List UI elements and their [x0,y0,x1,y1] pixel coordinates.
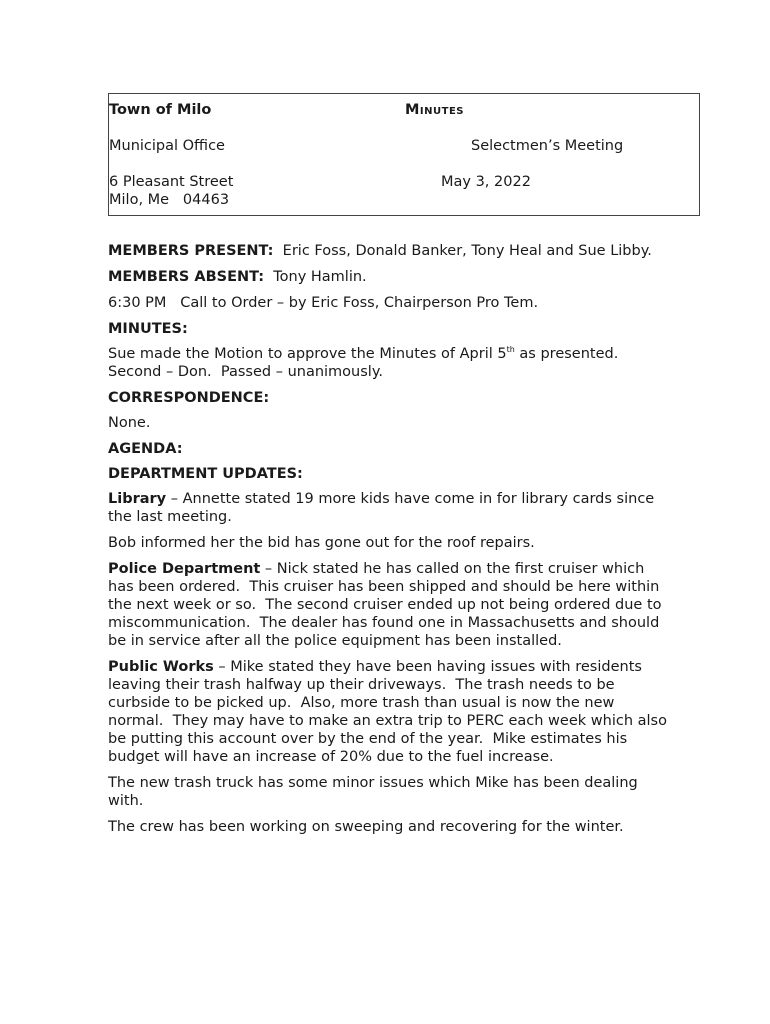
meeting-date: May 3, 2022 [441,174,531,190]
public-works-note-1: The new trash truck has some minor issues which Mike has been dealing with. [108,775,638,809]
public-works-text: – Mike stated they have been having issues with residents leaving their trash halfway up their driveways. The trash needs to be curbside to be picked up. Also, more trash than usual is now the new normal. They may have to make an extra trip to PERC each week which also be putting this account over by the end of the year. Mike estimates his budget will have an increase of 20% due to the fuel increase. [108,659,672,765]
street-address: 6 Pleasant Street [109,174,234,190]
members-present-label: MEMBERS PRESENT: [108,243,274,259]
minutes-text-before: Sue made the Motion to approve the Minutes of April 5 [108,346,507,362]
members-absent [108,268,668,286]
public-works-label: Public Works [108,659,214,675]
members-present-text: Eric Foss, Donald Banker, Tony Heal and Sue Libby. [273,243,652,259]
department-updates-heading: DEPARTMENT UPDATES: [108,466,303,482]
library-note: Bob informed her the bid has gone out for the roof repairs. [108,535,535,551]
library-label: Library [108,491,167,507]
minutes-body [108,242,672,844]
correspondence-text: None. [108,415,151,431]
public-works-update [108,658,672,766]
members-absent-label: MEMBERS ABSENT: [108,269,265,285]
meeting-name: Selectmen’s Meeting [471,138,624,154]
agenda-heading: AGENDA: [108,441,183,457]
library-update [108,490,668,526]
library-text: – Annette stated 19 more kids have come in for library cards since the last meeting. [108,491,655,525]
minutes-text-after: as presented. Second – Don. Passed – unanimously. [108,346,628,380]
town-name: Town of Milo [109,102,212,118]
correspondence-heading: CORRESPONDENCE: [108,390,270,406]
minutes-heading: MINUTES: [108,321,188,337]
public-works-note-2: The crew has been working on sweeping and recovering for the winter. [108,819,624,835]
document-type: Minutes [405,102,464,118]
header-box [108,93,700,216]
members-present [108,242,668,260]
call-to-order: 6:30 PM Call to Order – by Eric Foss, Chairperson Pro Tem. [108,295,539,311]
members-absent-text: Tony Hamlin. [264,269,367,285]
police-label: Police Department [108,561,261,577]
office-name: Municipal Office [109,138,225,154]
minutes-text [108,345,668,381]
police-text: – Nick stated he has called on the first cruiser which has been ordered. This cruiser has been shipped and should be here within the next week or so. The second cruiser ended up not being ordered due to miscommunication. The dealer has found one in Massachusetts and should be in service after all the police equipment has been installed. [108,561,667,649]
police-update [108,560,668,650]
city-address: Milo, Me 04463 [109,192,230,208]
minutes-text-sup: th [506,345,515,355]
